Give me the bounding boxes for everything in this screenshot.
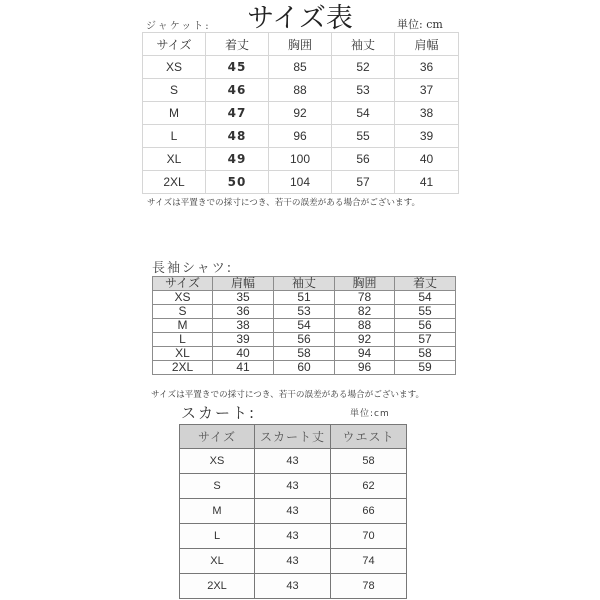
size-cell: M xyxy=(143,102,206,125)
value-cell: 46 xyxy=(206,79,269,102)
value-cell: 41 xyxy=(213,361,274,375)
header-cell: サイズ xyxy=(180,425,255,449)
value-cell: 56 xyxy=(332,148,395,171)
size-cell: XL xyxy=(143,148,206,171)
value-cell: 74 xyxy=(331,549,407,574)
value-cell: 53 xyxy=(274,305,335,319)
table-row xyxy=(143,79,459,102)
header-cell: スカート丈 xyxy=(255,425,331,449)
value-cell: 85 xyxy=(269,56,332,79)
table-row xyxy=(180,474,407,499)
value-cell: 58 xyxy=(331,449,407,474)
value-cell: 58 xyxy=(395,347,456,361)
size-cell: 2XL xyxy=(143,171,206,194)
value-cell: 104 xyxy=(269,171,332,194)
value-cell: 58 xyxy=(274,347,335,361)
table-row xyxy=(153,347,456,361)
value-cell: 40 xyxy=(213,347,274,361)
jacket-unit: 単位: cm xyxy=(397,18,443,31)
value-cell: 54 xyxy=(274,319,335,333)
value-cell: 92 xyxy=(335,333,395,347)
table-row xyxy=(153,305,456,319)
value-cell: 38 xyxy=(213,319,274,333)
value-cell: 94 xyxy=(335,347,395,361)
value-cell: 40 xyxy=(395,148,459,171)
table-row xyxy=(153,333,456,347)
value-cell: 100 xyxy=(269,148,332,171)
table-row xyxy=(143,125,459,148)
value-cell: 39 xyxy=(213,333,274,347)
value-cell: 39 xyxy=(395,125,459,148)
value-cell: 60 xyxy=(274,361,335,375)
value-cell: 55 xyxy=(332,125,395,148)
size-cell: XS xyxy=(143,56,206,79)
table-row xyxy=(143,102,459,125)
value-cell: 52 xyxy=(332,56,395,79)
jacket-size-table xyxy=(142,32,459,194)
header-cell: 肩幅 xyxy=(213,277,274,291)
table-row xyxy=(153,319,456,333)
size-cell: XS xyxy=(153,291,213,305)
header-cell: 袖丈 xyxy=(332,33,395,56)
size-cell: 2XL xyxy=(180,574,255,599)
skirt-size-table xyxy=(179,424,407,599)
table-row xyxy=(180,524,407,549)
shirt-label: 長袖シャツ: xyxy=(152,261,234,276)
value-cell: 56 xyxy=(274,333,335,347)
value-cell: 66 xyxy=(331,499,407,524)
value-cell: 35 xyxy=(213,291,274,305)
table-row xyxy=(180,499,407,524)
jacket-measurement-note: サイズは平置きでの採寸につき、若干の誤差がある場合がございます。 xyxy=(147,198,421,208)
value-cell: 88 xyxy=(335,319,395,333)
header-cell: 袖丈 xyxy=(274,277,335,291)
size-cell: L xyxy=(143,125,206,148)
value-cell: 92 xyxy=(269,102,332,125)
value-cell: 43 xyxy=(255,499,331,524)
value-cell: 57 xyxy=(332,171,395,194)
value-cell: 96 xyxy=(335,361,395,375)
value-cell: 48 xyxy=(206,125,269,148)
page-title: サイズ表 xyxy=(247,3,353,34)
shirt-measurement-note: サイズは平置きでの採寸につき、若干の誤差がある場合がございます。 xyxy=(151,390,425,400)
value-cell: 88 xyxy=(269,79,332,102)
table-row xyxy=(180,549,407,574)
table-header-row xyxy=(153,277,456,291)
value-cell: 49 xyxy=(206,148,269,171)
value-cell: 45 xyxy=(206,56,269,79)
table-row xyxy=(180,449,407,474)
value-cell: 55 xyxy=(395,305,456,319)
value-cell: 41 xyxy=(395,171,459,194)
table-row xyxy=(143,148,459,171)
value-cell: 78 xyxy=(331,574,407,599)
table-row xyxy=(153,361,456,375)
value-cell: 53 xyxy=(332,79,395,102)
value-cell: 51 xyxy=(274,291,335,305)
value-cell: 62 xyxy=(331,474,407,499)
header-cell: ウエスト xyxy=(331,425,407,449)
size-cell: M xyxy=(153,319,213,333)
value-cell: 78 xyxy=(335,291,395,305)
size-cell: 2XL xyxy=(153,361,213,375)
header-cell: 胸囲 xyxy=(269,33,332,56)
table-row xyxy=(143,56,459,79)
size-cell: S xyxy=(153,305,213,319)
table-row xyxy=(153,291,456,305)
value-cell: 54 xyxy=(395,291,456,305)
value-cell: 36 xyxy=(213,305,274,319)
value-cell: 43 xyxy=(255,524,331,549)
size-cell: M xyxy=(180,499,255,524)
table-row xyxy=(143,171,459,194)
value-cell: 37 xyxy=(395,79,459,102)
table-row xyxy=(180,574,407,599)
size-cell: S xyxy=(143,79,206,102)
value-cell: 43 xyxy=(255,549,331,574)
value-cell: 59 xyxy=(395,361,456,375)
header-cell: 肩幅 xyxy=(395,33,459,56)
value-cell: 38 xyxy=(395,102,459,125)
value-cell: 36 xyxy=(395,56,459,79)
value-cell: 70 xyxy=(331,524,407,549)
value-cell: 47 xyxy=(206,102,269,125)
shirt-size-table xyxy=(152,276,456,375)
value-cell: 96 xyxy=(269,125,332,148)
value-cell: 43 xyxy=(255,449,331,474)
size-cell: S xyxy=(180,474,255,499)
header-cell: サイズ xyxy=(153,277,213,291)
value-cell: 43 xyxy=(255,574,331,599)
value-cell: 57 xyxy=(395,333,456,347)
size-cell: L xyxy=(153,333,213,347)
value-cell: 82 xyxy=(335,305,395,319)
size-cell: XL xyxy=(180,549,255,574)
skirt-label: スカート: xyxy=(181,404,257,422)
header-cell: 着丈 xyxy=(206,33,269,56)
value-cell: 54 xyxy=(332,102,395,125)
skirt-unit: 単位:cm xyxy=(350,409,390,419)
jacket-label: ジャケット: xyxy=(146,21,211,32)
size-cell: XS xyxy=(180,449,255,474)
value-cell: 50 xyxy=(206,171,269,194)
header-cell: 胸囲 xyxy=(335,277,395,291)
header-cell: 着丈 xyxy=(395,277,456,291)
table-header-row xyxy=(143,33,459,56)
header-cell: サイズ xyxy=(143,33,206,56)
value-cell: 56 xyxy=(395,319,456,333)
size-cell: L xyxy=(180,524,255,549)
table-header-row xyxy=(180,425,407,449)
value-cell: 43 xyxy=(255,474,331,499)
size-cell: XL xyxy=(153,347,213,361)
